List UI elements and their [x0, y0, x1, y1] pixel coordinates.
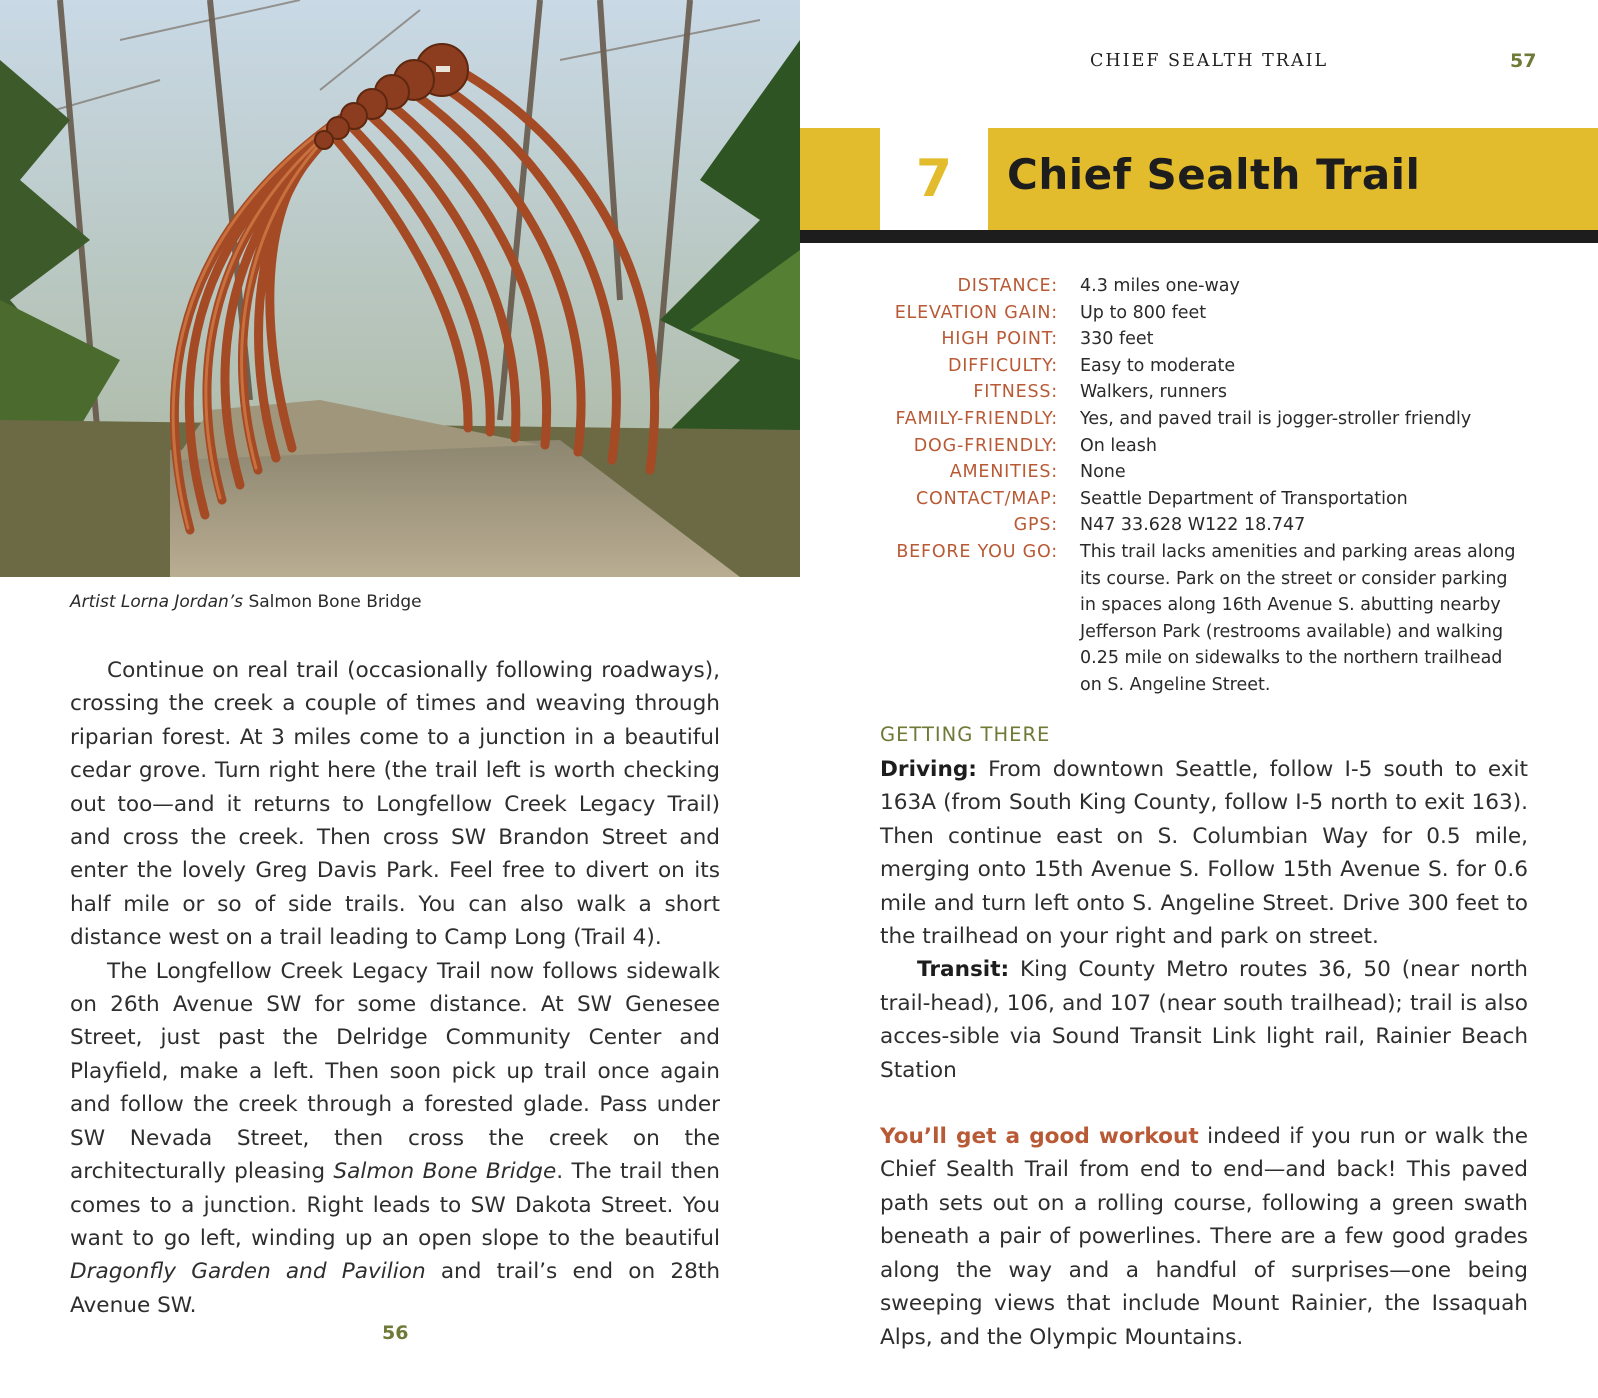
- photo-caption: [70, 592, 422, 612]
- info-row: [840, 379, 1580, 406]
- info-value: This trail lacks amenities and parking areas along its course. Park on the street or consider parking in spaces along 16th Avenue S. abutting nearby Jefferson Park (restrooms available) and walking 0.25 mile on sidewalks to the northern trailhead on S. Angeline Street.: [1080, 541, 1516, 695]
- title-banner: [800, 128, 1598, 230]
- info-label: DOG-FRIENDLY:: [913, 435, 1058, 456]
- info-label: FAMILY-FRIENDLY:: [895, 408, 1058, 429]
- paragraph-2-part-c: and trail’s end on 28th Avenue SW.: [70, 1259, 721, 1318]
- left-paragraph-2: [70, 955, 720, 1322]
- trail-info-table: [840, 273, 1580, 699]
- info-row: [840, 486, 1580, 513]
- running-head: CHIEF SEALTH TRAIL: [1090, 51, 1329, 71]
- info-label: DIFFICULTY:: [947, 355, 1058, 376]
- intro-text: indeed if you run or walk the Chief Sealth Trail from end to end—and back! This paved path sets out on a rolling course, following a green swath beneath a pair of powerlines. There are a few good grades along the way and a handful of surprises—one being sweeping views that include Mount Rainier, the Issaquah Alps, and the Olympic Mountains.: [880, 1124, 1529, 1350]
- driving-label: Driving:: [880, 757, 977, 782]
- trail-number: 7: [880, 128, 988, 230]
- info-value: 330 feet: [1080, 329, 1154, 350]
- page-number-left: 56: [382, 1322, 409, 1344]
- salmon-bone-bridge-photo: [0, 0, 800, 577]
- info-value: 4.3 miles one-way: [1080, 276, 1240, 296]
- paragraph-2-part-a: The Longfellow Creek Legacy Trail now follows sidewalk on 26th Avenue SW for some distance. At SW Genesee Street, just past the Delridge Community Center and Playfield, make a left. Then soon pick up trail once again and follow the creek through a forested glade. Pass under SW Nevada Street, then cross the creek on the architecturally pleasing: [70, 958, 720, 1185]
- intro-paragraph: [880, 1120, 1528, 1354]
- info-label: GPS:: [1013, 515, 1058, 536]
- info-value: None: [1080, 462, 1126, 483]
- intro-lead-in: You’ll get a good workout: [880, 1124, 1199, 1150]
- caption-text: Salmon Bone Bridge: [243, 592, 422, 612]
- info-label: FITNESS:: [973, 382, 1058, 403]
- title-rule: [800, 230, 1598, 243]
- left-paragraph-1: Continue on real trail (occasionally following roadways), crossing the creek a couple of times and weaving through riparian forest. At 3 miles come to a junction in a beautiful cedar grove. Turn right here (the trail left is worth checking out too—and it returns to Longfellow Creek Legacy Trail) and cross the creek. Then cross SW Brandon Street and enter the lovely Greg Davis Park. Feel free to divert on its half mile or so of side trails. You can also walk a short distance west on a trail leading to Camp Long (Trail 4).: [70, 658, 720, 951]
- info-label: HIGH POINT:: [941, 329, 1058, 350]
- info-row: [840, 326, 1580, 353]
- info-value: Easy to moderate: [1080, 355, 1236, 376]
- info-label: ELEVATION GAIN:: [894, 302, 1058, 323]
- page-number-right: 57: [1510, 50, 1537, 72]
- info-row: [840, 539, 1580, 699]
- info-row: [840, 273, 1580, 300]
- info-row: [840, 406, 1580, 433]
- transit-text: King County Metro routes 36, 50 (near north trail-head), 106, and 107 (near south trailhead); trail is also acces-sible via Sound Transit Link light rail, Rainier Beach Station: [880, 957, 1528, 1083]
- getting-there-heading: GETTING THERE: [880, 723, 1051, 746]
- transit-paragraph: [880, 953, 1528, 1087]
- info-value: On leash: [1080, 435, 1157, 456]
- left-body-text: [70, 654, 720, 1322]
- info-row: [840, 300, 1580, 327]
- info-value: Up to 800 feet: [1080, 302, 1207, 323]
- caption-italic-text: Artist Lorna Jordan’s: [70, 592, 244, 612]
- paragraph-2-italic-bridge: Salmon Bone Bridge: [333, 1159, 557, 1185]
- paragraph-spacer: [880, 1087, 1528, 1120]
- driving-text: From downtown Seattle, follow I-5 south to exit 163A (from South King County, follow I-5 north to exit 163). Then continue east on S. Columbian Way for 0.5 mile, merging onto 15th Avenue S. Follow 15th Avenue S. for 0.6 mile and turn left onto S. Angeline Street. Drive 300 feet to the trailhead on your right and park on street.: [880, 757, 1528, 950]
- info-label: BEFORE YOU GO:: [896, 541, 1058, 562]
- info-value: N47 33.628 W122 18.747: [1080, 515, 1306, 536]
- info-label: CONTACT/MAP:: [915, 488, 1058, 509]
- info-label: AMENITIES:: [949, 462, 1058, 483]
- driving-paragraph: [880, 753, 1528, 953]
- paragraph-2-part-b: . The trail then comes to a junction. Right leads to SW Dakota Street. You want to go left, winding up an open slope to the beautiful: [70, 1159, 720, 1251]
- transit-label: Transit:: [917, 957, 1010, 983]
- info-value: Yes, and paved trail is jogger-stroller friendly: [1080, 408, 1472, 429]
- info-row: [840, 512, 1580, 539]
- info-value: Seattle Department of Transportation: [1080, 488, 1408, 509]
- paragraph-2-italic-garden: Dragonfly Garden and Pavilion: [70, 1259, 426, 1285]
- info-label: DISTANCE:: [957, 276, 1058, 296]
- page-title: Chief Sealth Trail: [1007, 150, 1421, 199]
- right-body-text: [880, 753, 1528, 1354]
- right-page: [800, 0, 1598, 1398]
- info-row: [840, 459, 1580, 486]
- info-row: [840, 353, 1580, 380]
- info-value: Walkers, runners: [1080, 382, 1228, 403]
- info-row: [840, 433, 1580, 460]
